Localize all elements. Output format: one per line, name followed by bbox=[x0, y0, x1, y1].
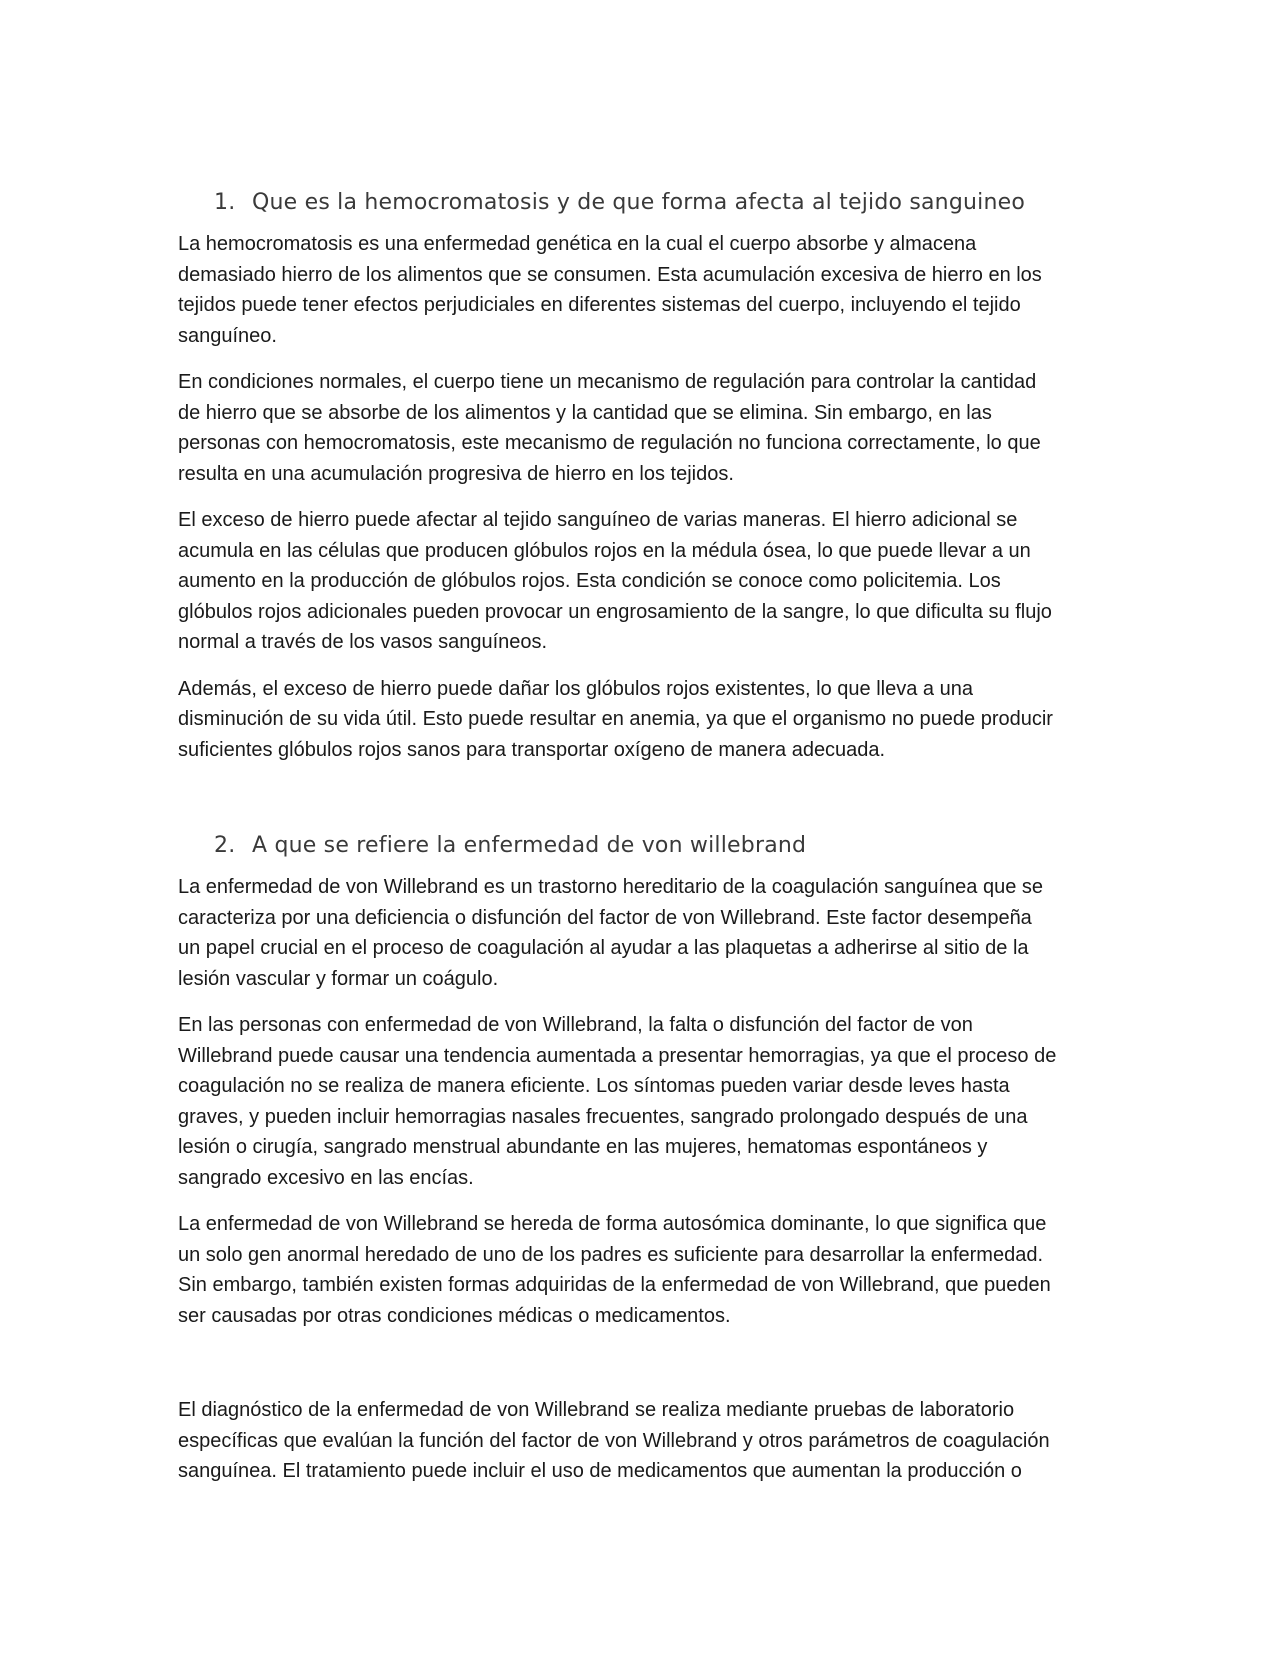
text-line: sanguíneo. bbox=[178, 324, 277, 347]
section-title: Que es la hemocromatosis y de que forma afecta al tejido sanguineo bbox=[252, 190, 1025, 215]
paragraph bbox=[178, 1395, 1108, 1487]
text-line: lesión vascular y formar un coágulo. bbox=[178, 967, 499, 990]
text-line: glóbulos rojos adicionales pueden provocar un engrosamiento de la sangre, lo que dificulta su flujo bbox=[178, 600, 1052, 623]
text-line: un solo gen anormal heredado de uno de los padres es suficiente para desarrollar la enfermedad. bbox=[178, 1243, 1043, 1266]
text-line: coagulación no se realiza de manera eficiente. Los síntomas pueden variar desde leves hasta bbox=[178, 1075, 1010, 1097]
text-line: El exceso de hierro puede afectar al tejido sanguíneo de varias maneras. El hierro adicional se bbox=[178, 509, 1018, 531]
text-line: Sin embargo, también existen formas adquiridas de la enfermedad de von Willebrand, que pueden bbox=[178, 1274, 1051, 1296]
document-body bbox=[178, 190, 1108, 1503]
paragraph bbox=[178, 1209, 1108, 1331]
section-title: A que se refiere la enfermedad de von willebrand bbox=[252, 833, 807, 858]
paragraph bbox=[178, 367, 1108, 489]
text-line: lesión o cirugía, sangrado menstrual abundante en las mujeres, hematomas espontáneos y bbox=[178, 1136, 988, 1158]
paragraph bbox=[178, 1010, 1108, 1193]
text-line: acumula en las células que producen glóbulos rojos en la médula ósea, lo que puede llevar a un bbox=[178, 539, 1031, 562]
text-line: sangrado excesivo en las encías. bbox=[178, 1166, 474, 1189]
text-line: un papel crucial en el proceso de coagulación al ayudar a las plaquetas a adherirse al sitio de la bbox=[178, 937, 1029, 959]
section-spacer bbox=[178, 781, 1108, 833]
text-line: graves, y pueden incluir hemorragias nasales frecuentes, sangrado prolongado después de una bbox=[178, 1105, 1028, 1128]
section-heading-1 bbox=[178, 190, 1108, 215]
text-line: suficientes glóbulos rojos sanos para transportar oxígeno de manera adecuada. bbox=[178, 738, 886, 761]
text-line: Además, el exceso de hierro puede dañar los glóbulos rojos existentes, lo que lleva a una bbox=[178, 677, 973, 700]
text-line: La hemocromatosis es una enfermedad genética en la cual el cuerpo absorbe y almacena bbox=[178, 233, 977, 255]
text-line: Willebrand puede causar una tendencia aumentada a presentar hemorragias, ya que el proceso de bbox=[178, 1044, 1057, 1067]
text-line: tejidos puede tener efectos perjudiciales en diferentes sistemas del cuerpo, incluyendo el tejido bbox=[178, 294, 1021, 316]
section-heading-2 bbox=[178, 833, 1108, 858]
paragraph bbox=[178, 229, 1108, 351]
text-line: caracteriza por una deficiencia o disfunción del factor de von Willebrand. Este factor desempeña bbox=[178, 906, 1032, 929]
paragraph bbox=[178, 505, 1108, 658]
text-line: disminución de su vida útil. Esto puede resultar en anemia, ya que el organismo no puede producir bbox=[178, 708, 1053, 730]
text-line: personas con hemocromatosis, este mecanismo de regulación no funciona correctamente, lo que bbox=[178, 432, 1041, 454]
paragraph bbox=[178, 674, 1108, 766]
paragraph-spacer bbox=[178, 1347, 1108, 1395]
text-line: normal a través de los vasos sanguíneos. bbox=[178, 631, 548, 653]
text-line: En las personas con enfermedad de von Willebrand, la falta o disfunción del factor de von bbox=[178, 1014, 973, 1036]
text-line: ser causadas por otras condiciones médicas o medicamentos. bbox=[178, 1304, 731, 1327]
text-line: La enfermedad de von Willebrand es un trastorno hereditario de la coagulación sanguínea que se bbox=[178, 876, 1044, 898]
text-line: El diagnóstico de la enfermedad de von Willebrand se realiza mediante pruebas de laboratorio bbox=[178, 1399, 1015, 1421]
text-line: aumento en la producción de glóbulos rojos. Esta condición se conoce como policitemia. Los bbox=[178, 570, 1001, 592]
section-number: 2. bbox=[214, 833, 236, 858]
text-line: de hierro que se absorbe de los alimentos y la cantidad que se elimina. Sin embargo, en las bbox=[178, 401, 992, 424]
text-line: sanguínea. El tratamiento puede incluir el uso de medicamentos que aumentan la producción o bbox=[178, 1460, 1022, 1482]
text-line: demasiado hierro de los alimentos que se consumen. Esta acumulación excesiva de hierro en los bbox=[178, 263, 1042, 286]
text-line: específicas que evalúan la función del factor de von Willebrand y otros parámetros de coagulación bbox=[178, 1429, 1050, 1452]
text-line: En condiciones normales, el cuerpo tiene un mecanismo de regulación para controlar la cantidad bbox=[178, 371, 1037, 393]
text-line: La enfermedad de von Willebrand se hereda de forma autosómica dominante, lo que significa que bbox=[178, 1213, 1047, 1235]
text-line: resulta en una acumulación progresiva de hierro en los tejidos. bbox=[178, 462, 734, 485]
paragraph bbox=[178, 872, 1108, 994]
section-number: 1. bbox=[214, 190, 236, 215]
